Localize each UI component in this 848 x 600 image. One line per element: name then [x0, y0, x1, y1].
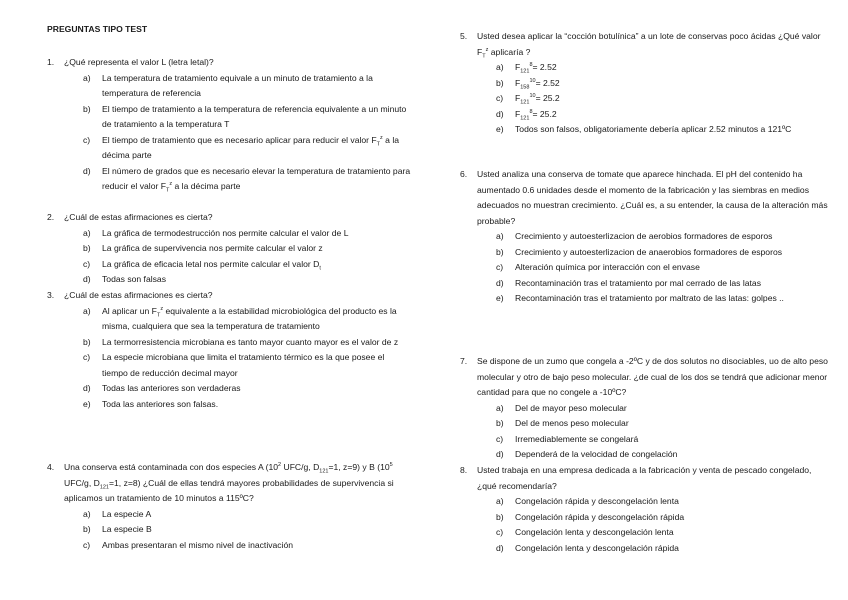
option-item: [496, 60, 832, 76]
option-text: Congelación rápida y descongelación rápida: [515, 511, 685, 522]
options-list: [460, 60, 832, 138]
option-item: [496, 416, 832, 432]
question-text: [47, 210, 412, 226]
option-letter: a): [496, 231, 504, 241]
option-letter: a): [496, 402, 504, 413]
question-number: 5.: [460, 31, 468, 41]
option-item: [83, 350, 412, 381]
option-text: Ambas presentaran el mismo nivel de inactivación: [102, 539, 294, 550]
option-letter: c): [496, 262, 504, 272]
option-text: La gráfica de eficacia letal nos permite calcular el valor $D_t$: [102, 258, 321, 272]
option-text: El tiempo de tratamiento a la temperatura de referencia equivalente a un minuto de tratamiento a la temperatura T: [102, 103, 407, 129]
option-letter: b): [496, 246, 504, 257]
option-text: Del de menos peso molecular: [515, 418, 629, 428]
question-body: ¿Cuál de estas afirmaciones es cierta?: [64, 212, 213, 222]
question-body: Usted analiza una conserva de tomate que aparece hinchada. El pH del contenido ha aumentado 0.6 unidades desde el momento de la fabricación y las siembras en medios adecuados no muestran crecimiento. ¿Cuál es, a su entender, la causa de la alteración más probable?: [477, 169, 828, 226]
options-list: [47, 71, 412, 195]
options-list: [460, 229, 832, 307]
option-item: [496, 91, 832, 107]
option-item: [83, 164, 412, 195]
question-body: ¿Qué representa el valor L (letra letal)?: [64, 57, 214, 67]
option-text: La gráfica de supervivencia nos permite calcular el valor z: [102, 243, 323, 253]
option-letter: a): [83, 72, 91, 83]
option-letter: c): [83, 352, 91, 362]
option-text: El número de grados que es necesario elevar la temperatura de tratamiento para reducir el valor $F_T^z$ a la décima parte: [102, 165, 411, 194]
options-list: [47, 507, 412, 554]
question-body: Una conserva está contaminada con dos especies A ($10^2$ UFC/g, $D_{121}=1$, z=9) y B ($10^5$ UFC/g, $D_{121}=1$, z=8) ¿Cuál de ellas tendrá mayores probabilidades de supervivencia si aplicamos un tratamiento de 10 minutos a 115ºC?: [64, 462, 394, 503]
option-item: [496, 276, 832, 292]
option-letter: a): [83, 227, 91, 238]
option-letter: a): [496, 496, 504, 506]
question-text: [460, 29, 832, 60]
option-letter: d): [83, 274, 91, 284]
options-list: [47, 304, 412, 413]
option-item: [496, 541, 832, 557]
option-item: [83, 397, 412, 413]
option-letter: c): [83, 258, 91, 269]
option-item: [496, 107, 832, 123]
option-letter: c): [496, 527, 504, 537]
question-1: [47, 55, 412, 195]
option-text: Alteración química por interacción con el envase: [515, 262, 700, 272]
options-list: [460, 401, 832, 463]
option-item: [496, 494, 832, 510]
option-item: [83, 241, 412, 257]
option-item: [496, 229, 832, 245]
question-text: [460, 167, 832, 229]
question-8: [460, 463, 832, 556]
option-text: La especie microbiana que limita el tratamiento térmico es la que posee el tiempo de reducción decimal mayor: [102, 352, 385, 378]
option-text: $F_{121}^8= 2.52$: [515, 62, 557, 75]
question-3: [47, 288, 412, 412]
question-body: Usted desea aplicar la “cocción botulínica” a un lote de conservas poco ácidas ¿Qué valor $F_T^z$ aplicaría ?: [477, 31, 821, 60]
option-text: Irremediablemente se congelará: [515, 433, 639, 444]
option-item: [496, 260, 832, 276]
option-text: $F_{121}^8= 25.2$: [515, 108, 557, 122]
option-item: [83, 272, 412, 288]
question-6: [460, 167, 832, 307]
options-list: [460, 494, 832, 556]
option-letter: b): [496, 418, 504, 428]
option-item: [83, 507, 412, 523]
option-item: [83, 257, 412, 273]
question-number: 2.: [47, 212, 55, 222]
question-number: 3.: [47, 290, 55, 300]
option-letter: d): [496, 542, 504, 553]
option-text: Del de mayor peso molecular: [515, 402, 627, 413]
option-letter: b): [83, 336, 91, 347]
option-item: [83, 102, 412, 133]
option-item: [496, 122, 832, 138]
question-number: 1.: [47, 57, 55, 67]
option-text: Congelación rápida y descongelación lenta: [515, 496, 679, 506]
option-letter: b): [83, 103, 91, 114]
option-letter: d): [496, 277, 504, 288]
option-letter: d): [83, 383, 91, 393]
option-item: [496, 447, 832, 463]
option-item: [496, 525, 832, 541]
option-text: Todos son falsos, obligatoriamente debería aplicar 2.52 minutos a 121ºC: [515, 124, 792, 134]
option-letter: c): [496, 93, 504, 103]
option-letter: e): [83, 398, 91, 409]
question-text: [460, 354, 832, 401]
question-text: [460, 463, 832, 494]
option-letter: e): [496, 293, 504, 303]
option-letter: d): [496, 449, 504, 459]
option-letter: b): [83, 524, 91, 534]
question-7: [460, 354, 832, 463]
option-text: Recontaminación tras el tratamiento por mal cerrado de las latas: [515, 277, 761, 288]
option-letter: b): [496, 511, 504, 522]
option-item: [496, 432, 832, 448]
option-text: La gráfica de termodestrucción nos permite calcular el valor de L: [102, 227, 349, 238]
option-text: Congelación lenta y descongelación lenta: [515, 527, 674, 537]
option-item: [83, 538, 412, 554]
option-item: [83, 522, 412, 538]
question-text: [47, 55, 412, 71]
option-item: [83, 133, 412, 164]
option-letter: a): [496, 62, 504, 72]
option-text: Congelación lenta y descongelación rápida: [515, 542, 679, 553]
option-text: $F_{158}^{10}= 2.52$: [515, 77, 560, 91]
option-item: [496, 76, 832, 92]
option-text: Todas las anteriores son verdaderas: [102, 383, 241, 393]
option-letter: c): [83, 134, 91, 145]
option-text: Crecimiento y autoesterlizacion de anaerobios formadores de esporos: [515, 246, 783, 257]
option-item: [83, 71, 412, 102]
option-text: $F_{121}^{10}= 25.2$: [515, 93, 560, 106]
option-letter: a): [83, 508, 91, 519]
option-text: La especie B: [102, 524, 152, 534]
question-5: [460, 29, 832, 138]
option-text: Dependerá de la velocidad de congelación: [515, 449, 678, 459]
option-item: [83, 304, 412, 335]
question-number: 4.: [47, 462, 55, 472]
option-text: La termorresistencia microbiana es tanto mayor cuanto mayor es el valor de z: [102, 336, 399, 347]
option-letter: b): [83, 243, 91, 253]
option-text: La temperatura de tratamiento equivale a un minuto de tratamiento a la temperatura de referencia: [102, 72, 373, 98]
option-letter: b): [496, 77, 504, 88]
option-item: [83, 335, 412, 351]
option-text: Crecimiento y autoesterlizacion de aerobios formadores de esporos: [515, 231, 773, 241]
question-4: [47, 460, 412, 553]
option-item: [496, 401, 832, 417]
option-text: La especie A: [102, 508, 152, 519]
question-number: 6.: [460, 169, 468, 179]
option-item: [496, 291, 832, 307]
question-2: [47, 210, 412, 288]
page-title: PREGUNTAS TIPO TEST: [47, 24, 148, 34]
option-letter: d): [83, 165, 91, 176]
option-text: Todas son falsas: [102, 274, 167, 284]
option-item: [496, 510, 832, 526]
question-number: 8.: [460, 465, 468, 475]
option-text: El tiempo de tratamiento que es necesario aplicar para reducir el valor $F_T^z$ a la décima parte: [102, 134, 400, 160]
option-text: Toda las anteriores son falsas.: [102, 398, 219, 409]
option-letter: d): [496, 108, 504, 119]
option-item: [83, 226, 412, 242]
option-text: Recontaminación tras el tratamiento por maltrato de las latas: golpes ..: [515, 293, 784, 303]
question-text: [47, 460, 412, 507]
option-letter: a): [83, 305, 91, 316]
options-list: [47, 226, 412, 288]
option-letter: c): [83, 539, 91, 550]
question-text: [47, 288, 412, 304]
option-letter: e): [496, 124, 504, 134]
question-body: ¿Cuál de estas afirmaciones es cierta?: [64, 290, 213, 300]
option-letter: c): [496, 433, 504, 444]
question-body: Usted trabaja en una empresa dedicada a la fabricación y venta de pescado congelado, ¿qué recomendaría?: [477, 465, 812, 491]
question-number: 7.: [460, 356, 468, 366]
option-item: [496, 245, 832, 261]
option-text: Al aplicar un $F_T^z$ equivalente a la estabilidad microbiológica del producto es la misma, cualquiera que sea la temperatura de tratamiento: [102, 305, 397, 331]
question-body: Se dispone de un zumo que congela a -2ºC y de dos solutos no disociables, uo de alto peso molecular y otro de bajo peso molecular. ¿de cual de los dos se tendrá que adicionar menor cantidad para que no congele a -10ºC?: [477, 356, 828, 397]
option-item: [83, 381, 412, 397]
